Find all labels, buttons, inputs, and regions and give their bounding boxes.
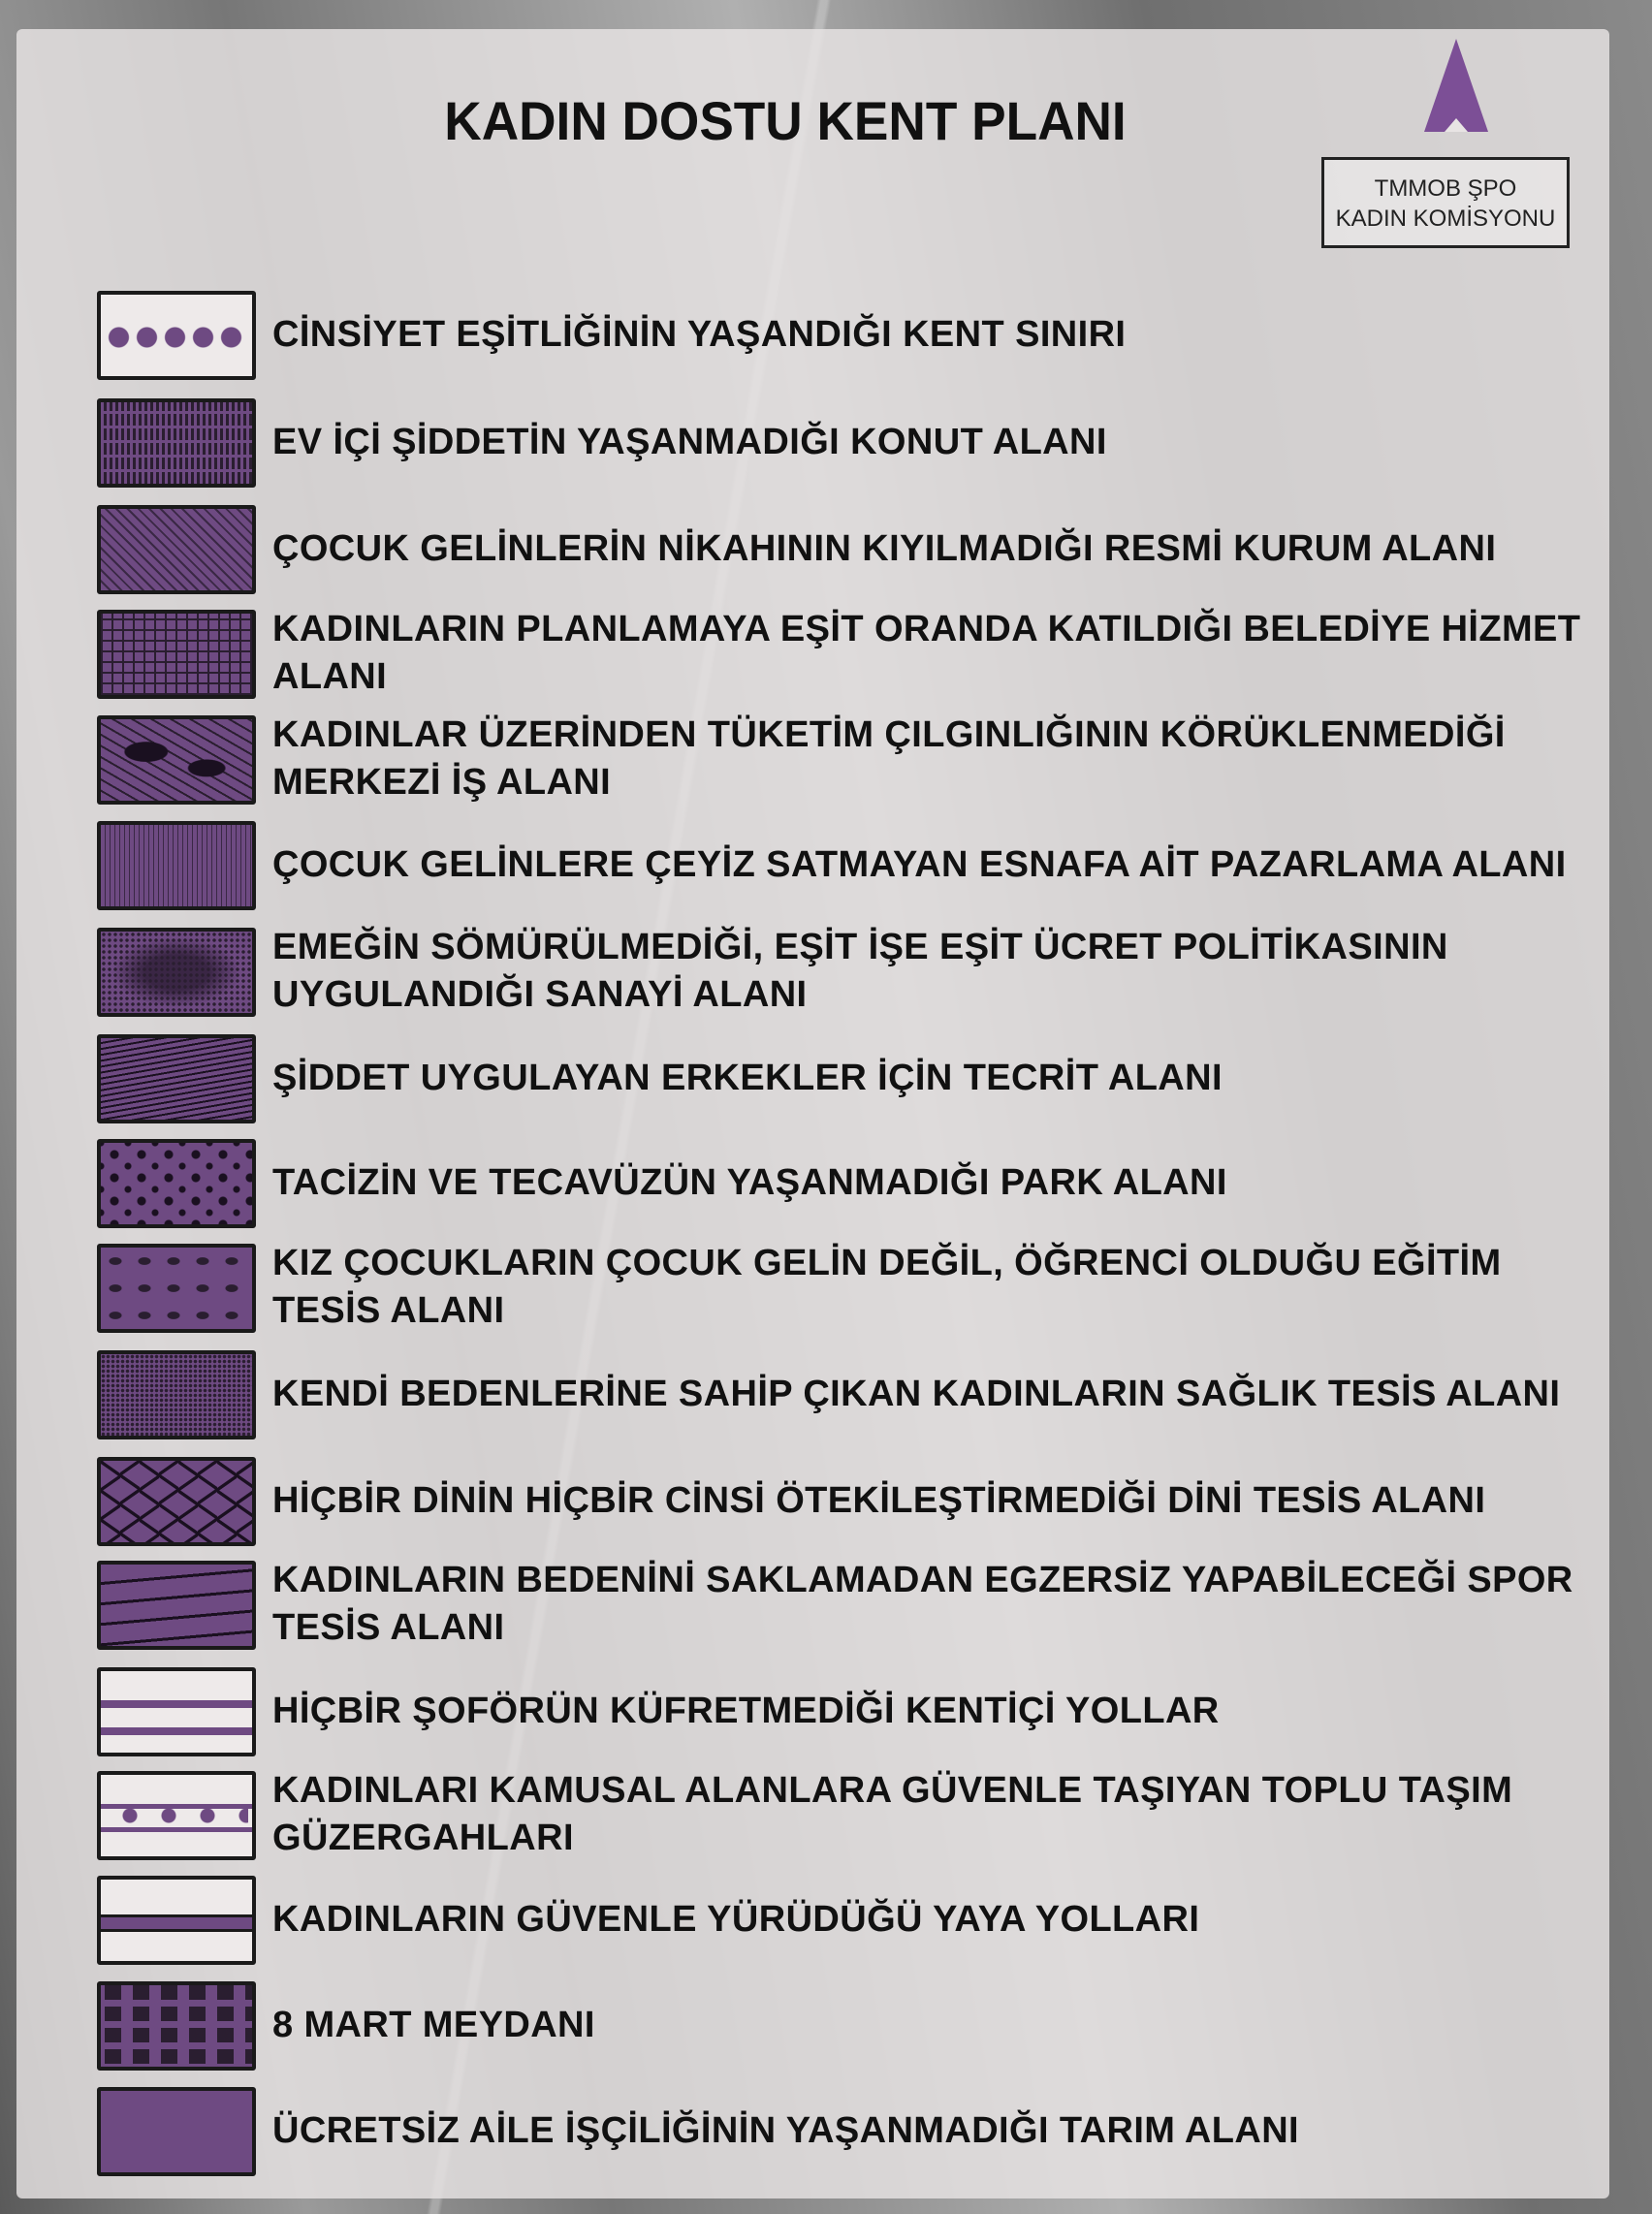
official-institution-swatch-icon: [97, 505, 256, 594]
municipal-service-swatch-icon: [97, 610, 256, 699]
legend-label: 8 MART MEYDANI: [272, 2004, 595, 2045]
market-area-swatch-icon: [97, 821, 256, 910]
business-district-swatch-icon: [97, 715, 256, 805]
north-arrow-notch: [1445, 118, 1468, 132]
organization-badge: [1321, 157, 1570, 248]
legend-item: [97, 1876, 1609, 1963]
religious-facility-swatch-icon: [97, 1457, 256, 1546]
legend-label: KADINLARIN PLANLAMAYA EŞİT ORANDA KATILDIĞI BELEDİYE HİZMET ALANI: [272, 609, 1581, 697]
legend-label: TACİZİN VE TECAVÜZÜN YAŞANMADIĞI PARK ALANI: [272, 1161, 1227, 1203]
residential-swatch-icon: [97, 398, 256, 488]
page-title: KADIN DOSTU KENT PLANI: [444, 90, 1127, 151]
legend-label: EMEĞİN SÖMÜRÜLMEDİĞİ, EŞİT İŞE EŞİT ÜCRET POLİTİKASININ UYGULANDIĞI SANAYİ ALANI: [272, 927, 1448, 1015]
legend-item: [97, 505, 1609, 592]
legend-item: [97, 291, 1609, 378]
legend-item: [97, 1667, 1609, 1755]
legend-item: [97, 398, 1609, 486]
education-swatch-icon: [97, 1244, 256, 1333]
legend-item: [97, 1139, 1609, 1226]
legend-item: [97, 1457, 1609, 1544]
legend-item: [97, 2087, 1609, 2174]
legend-label: KADINLAR ÜZERİNDEN TÜKETİM ÇILGINLIĞININ KÖRÜKLENMEDİĞİ MERKEZİ İŞ ALANI: [272, 714, 1506, 803]
legend-label: KENDİ BEDENLERİNE SAHİP ÇIKAN KADINLARIN SAĞLIK TESİS ALANI: [272, 1373, 1561, 1414]
park-swatch-icon: [97, 1139, 256, 1228]
legend-label: ÇOCUK GELİNLERE ÇEYİZ SATMAYAN ESNAFA AİT PAZARLAMA ALANI: [272, 843, 1567, 885]
legend-item: [97, 1981, 1609, 2069]
legend-label: CİNSİYET EŞİTLİĞİNİN YAŞANDIĞI KENT SINIRI: [272, 313, 1127, 355]
legend-label: ŞİDDET UYGULAYAN ERKEKLER İÇİN TECRİT ALANI: [272, 1057, 1223, 1098]
legend-label: EV İÇİ ŞİDDETİN YAŞANMADIĞI KONUT ALANI: [272, 421, 1107, 462]
legend-item: [97, 821, 1609, 908]
isolation-area-swatch-icon: [97, 1034, 256, 1123]
sports-facility-swatch-icon: [97, 1561, 256, 1650]
legend-item: [97, 928, 1609, 1015]
legend-item: [97, 1350, 1609, 1438]
legend-item: [97, 715, 1609, 803]
agricultural-area-swatch-icon: [97, 2087, 256, 2176]
legend-item: [97, 1034, 1609, 1122]
legend-item: [97, 1771, 1609, 1858]
legend-item: [97, 1561, 1609, 1648]
legend-label: HİÇBİR DİNİN HİÇBİR CİNSİ ÖTEKİLEŞTİRMEDİĞİ DİNİ TESİS ALANI: [272, 1479, 1486, 1521]
legend-label: ÜCRETSİZ AİLE İŞÇİLİĞİNİN YAŞANMADIĞI TARIM ALANI: [272, 2109, 1299, 2151]
square-swatch-icon: [97, 1981, 256, 2071]
legend-label: KADINLARIN BEDENİNİ SAKLAMADAN EGZERSİZ YAPABİLECEĞİ SPOR TESİS ALANI: [272, 1560, 1573, 1648]
legend-item: [97, 1244, 1609, 1331]
public-transit-swatch-icon: [97, 1771, 256, 1860]
legend-label: KADINLARIN GÜVENLE YÜRÜDÜĞÜ YAYA YOLLARI: [272, 1898, 1200, 1940]
health-swatch-icon: [97, 1350, 256, 1439]
pedestrian-path-swatch-icon: [97, 1876, 256, 1965]
legend-label: KADINLARI KAMUSAL ALANLARA GÜVENLE TAŞIYAN TOPLU TAŞIM GÜZERGAHLARI: [272, 1770, 1513, 1858]
legend-label: ÇOCUK GELİNLERİN NİKAHININ KIYILMADIĞI RESMİ KURUM ALANI: [272, 527, 1497, 569]
legend-label: HİÇBİR ŞOFÖRÜN KÜFRETMEDİĞİ KENTİÇİ YOLLAR: [272, 1690, 1220, 1731]
city-boundary-swatch-icon: [97, 291, 256, 380]
badge-line-1: TMMOB ŞPO: [1374, 175, 1517, 202]
legend-item: [97, 610, 1609, 697]
legend-label: KIZ ÇOCUKLARIN ÇOCUK GELİN DEĞİL, ÖĞRENCİ OLDUĞU EĞİTİM TESİS ALANI: [272, 1243, 1502, 1331]
industrial-area-swatch-icon: [97, 928, 256, 1017]
badge-line-2: KADIN KOMİSYONU: [1335, 206, 1556, 232]
urban-roads-swatch-icon: [97, 1667, 256, 1756]
